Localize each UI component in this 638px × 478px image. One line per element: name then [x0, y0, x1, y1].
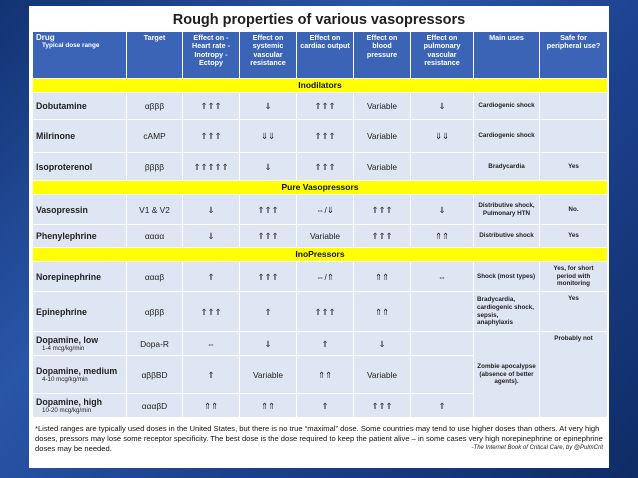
drug-name: Epinephrine — [33, 292, 127, 332]
blood-pressure-effect: ⇑⇑ — [354, 292, 411, 332]
blood-pressure-effect: ⇑⇑⇑ — [354, 225, 411, 248]
svr-effect: ⇓ — [240, 332, 297, 356]
main-uses: Cardiogenic shock — [474, 120, 540, 153]
svr-effect: ⇑⇑⇑ — [240, 225, 297, 248]
section-inopressors: InoPressors — [33, 248, 608, 262]
heart-rate-effect: ⇑⇑⇑ — [183, 292, 240, 332]
main-uses: Distributive shock — [474, 225, 540, 248]
drug-name: Milrinone — [33, 120, 127, 153]
target: αααβD — [127, 394, 183, 418]
pulmonary-effect — [411, 292, 474, 332]
safe-peripheral: No. — [540, 195, 608, 225]
main-uses: Zombie apocalypse (absence of better agents). — [474, 332, 540, 418]
svr-effect: ⇓ — [240, 153, 297, 181]
drug-name: Dopamine, medium 4-10 mcg/kg/min — [33, 356, 127, 394]
heart-rate-effect: ⇑⇑⇑⇑⇑ — [183, 153, 240, 181]
cardiac-output-effect: ⇑⇑⇑ — [297, 292, 354, 332]
table-row — [33, 153, 608, 181]
header-main-uses: Main uses — [474, 32, 540, 79]
header-blood-pressure: Effect on blood pressure — [354, 32, 411, 79]
heart-rate-effect: ⇓ — [183, 195, 240, 225]
heart-rate-effect: ⇑⇑⇑ — [183, 93, 240, 120]
main-uses: Bradycardia, cardiogenic shock, sepsis, anaphylaxis — [474, 292, 540, 332]
cardiac-output-effect: Variable — [297, 225, 354, 248]
pulmonary-effect — [411, 153, 474, 181]
header-target: Target — [127, 32, 183, 79]
target: αααα — [127, 225, 183, 248]
blood-pressure-effect: Variable — [354, 120, 411, 153]
credit: -The Internet Book of Critical Care, by @PulmCrit — [471, 445, 603, 451]
heart-rate-effect: ⇑ — [183, 262, 240, 292]
blood-pressure-effect: ⇑⇑⇑ — [354, 195, 411, 225]
header-cardiac-output: Effect on cardiac output — [297, 32, 354, 79]
footnote: *Listed ranges are typically used doses in the United States, but there is no true “maximal” dose. Some countries may tend to use higher doses than others. At very high doses, pressors may lose some receptor specificity. The best dose is the dose required to keep the patient alive – in some cases very high norepinephrine or epinephrine doses may be needed. — [35, 424, 603, 453]
heart-rate-effect: ⇑⇑ — [183, 394, 240, 418]
table-row — [33, 225, 608, 248]
page-title: Rough properties of various vasopressors — [172, 12, 466, 28]
cardiac-output-effect: ⇑ — [297, 332, 354, 356]
pulmonary-effect: ⇔ — [411, 262, 474, 292]
cardiac-output-effect: ⇑ — [297, 394, 354, 418]
cardiac-output-effect: ⇑⇑ — [297, 356, 354, 394]
target: αββΒD — [127, 356, 183, 394]
blood-pressure-effect: Variable — [354, 153, 411, 181]
slide — [29, 6, 609, 468]
target: ββββ — [127, 153, 183, 181]
pulmonary-effect — [411, 356, 474, 394]
cardiac-output-effect: ⇔/⇓ — [297, 195, 354, 225]
table-row — [33, 195, 608, 225]
cardiac-output-effect: ⇔/⇑ — [297, 262, 354, 292]
safe-peripheral: Yes — [540, 153, 608, 181]
target: αβββ — [127, 292, 183, 332]
target: cAMP — [127, 120, 183, 153]
main-uses: Cardiogenic shock — [474, 93, 540, 120]
drug-name: Dopamine, high 10-20 mcg/kg/min — [33, 394, 127, 418]
section-pure-vasopressors: Pure Vasopressors — [33, 181, 608, 195]
cardiac-output-effect: ⇑⇑⇑ — [297, 153, 354, 181]
svr-effect: ⇑⇑⇑ — [240, 262, 297, 292]
heart-rate-effect: ⇑⇑⇑ — [183, 120, 240, 153]
drug-name: Vasopressin — [33, 195, 127, 225]
section-inodilators: Inodilators — [33, 79, 608, 93]
drug-name: Dobutamine — [33, 93, 127, 120]
heart-rate-effect: ⇑ — [183, 356, 240, 394]
heart-rate-effect: ⇔ — [183, 332, 240, 356]
table-row — [33, 332, 608, 356]
svr-effect: Variable — [240, 356, 297, 394]
safe-peripheral — [540, 120, 608, 153]
target: αααβ — [127, 262, 183, 292]
main-uses: Shock (most types) — [474, 262, 540, 292]
header-drug: Drug Typical dose range — [33, 32, 127, 79]
svr-effect: ⇑⇑ — [240, 394, 297, 418]
target: Dopa-R — [127, 332, 183, 356]
drug-name: Phenylephrine — [33, 225, 127, 248]
table-row — [33, 292, 608, 332]
header-row — [33, 32, 608, 79]
main-uses: Bradycardia — [474, 153, 540, 181]
safe-peripheral — [540, 93, 608, 120]
svr-effect: ⇑ — [240, 292, 297, 332]
blood-pressure-effect: ⇑⇑⇑ — [354, 394, 411, 418]
drug-name: Norepinephrine — [33, 262, 127, 292]
target: V1 & V2 — [127, 195, 183, 225]
header-svr: Effect on systemic vascular resistance — [240, 32, 297, 79]
table-row — [33, 262, 608, 292]
pulmonary-effect — [411, 332, 474, 356]
target: αβββ — [127, 93, 183, 120]
main-uses: Distributive shock, Pulmonary HTN — [474, 195, 540, 225]
cardiac-output-effect: ⇑⇑⇑ — [297, 93, 354, 120]
pulmonary-effect: ⇓ — [411, 195, 474, 225]
blood-pressure-effect: Variable — [354, 93, 411, 120]
table-row — [33, 93, 608, 120]
table-row — [33, 120, 608, 153]
safe-peripheral: Yes — [540, 292, 608, 332]
vasopressor-table — [32, 31, 608, 418]
cardiac-output-effect: ⇑⇑⇑ — [297, 120, 354, 153]
blood-pressure-effect: Variable — [354, 356, 411, 394]
safe-peripheral: Yes — [540, 225, 608, 248]
pulmonary-effect: ⇓⇓ — [411, 120, 474, 153]
blood-pressure-effect: ⇑⇑ — [354, 262, 411, 292]
pulmonary-effect: ⇑⇑ — [411, 225, 474, 248]
svr-effect: ⇓ — [240, 93, 297, 120]
header-safe-peripheral: Safe for peripheral use? — [540, 32, 608, 79]
safe-peripheral: Yes, for short period with monitoring — [540, 262, 608, 292]
drug-name: Dopamine, low 1-4 mcg/kg/min — [33, 332, 127, 356]
heart-rate-effect: ⇓ — [183, 225, 240, 248]
drug-name: Isoproterenol — [33, 153, 127, 181]
safe-peripheral: Probably not — [540, 332, 608, 418]
pulmonary-effect: ⇑ — [411, 394, 474, 418]
svr-effect: ⇓⇓ — [240, 120, 297, 153]
svr-effect: ⇑⇑⇑ — [240, 195, 297, 225]
header-pulmonary: Effect on pulmonary vascular resistance — [411, 32, 474, 79]
header-heart-rate: Effect on - Heart rate - Inotropy - Ectopy — [183, 32, 240, 79]
pulmonary-effect: ⇓ — [411, 93, 474, 120]
blood-pressure-effect: ⇓ — [354, 332, 411, 356]
